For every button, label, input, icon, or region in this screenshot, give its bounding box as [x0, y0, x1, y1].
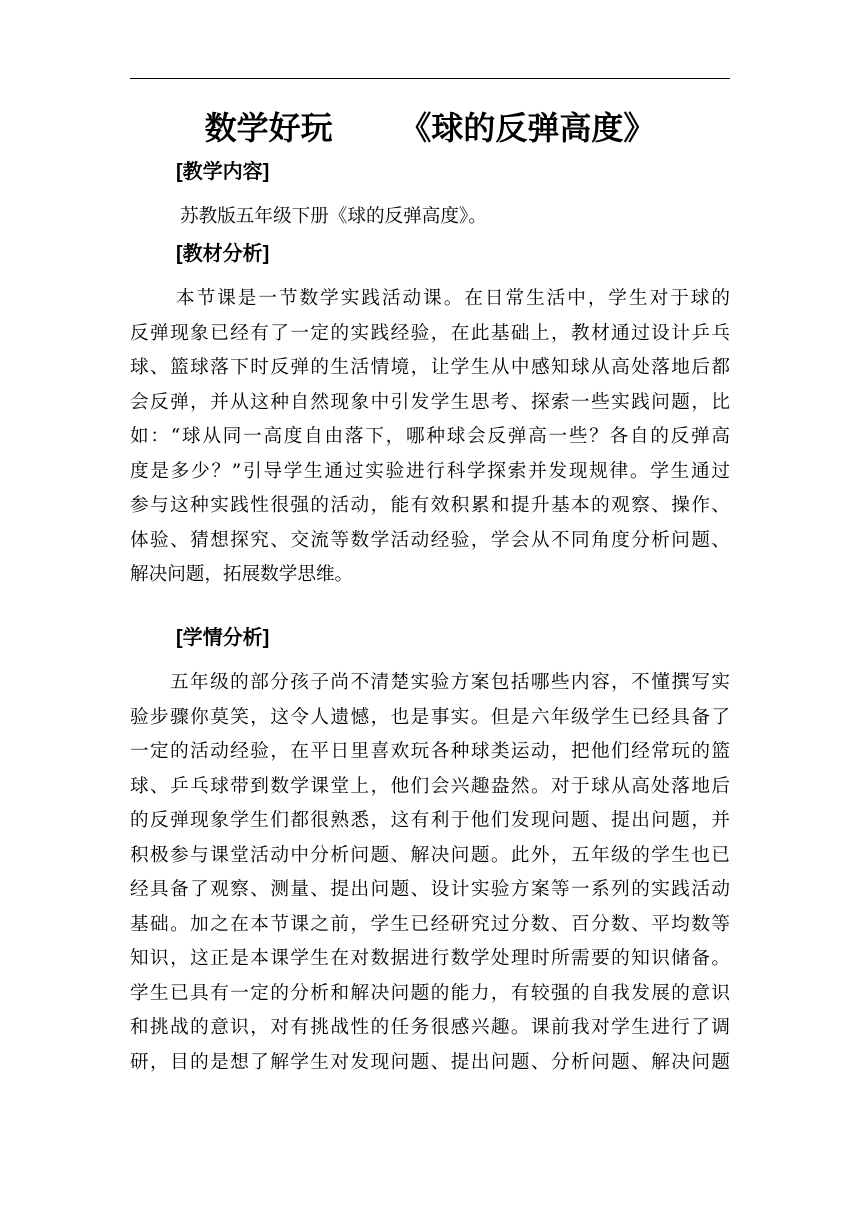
- paragraph-line: 度是多少？”引导学生通过实验进行科学探索并发现规律。学生通过: [130, 460, 730, 482]
- paragraph-line: 基础。加之在本节课之前，学生已经研究过分数、百分数、平均数等: [130, 913, 730, 935]
- section-heading-textbook-analysis: [教材分析]: [176, 243, 270, 265]
- header-rule: [130, 78, 730, 79]
- paragraph-line: 会反弹，并从这种自然现象中引发学生思考、探索一些实践问题，比: [130, 391, 730, 413]
- paragraph-line: 反弹现象已经有了一定的实践经验，在此基础上，教材通过设计乒乓: [130, 322, 730, 344]
- section-heading-content: [教学内容]: [176, 161, 270, 183]
- paragraph-line: 研，目的是想了解学生对发现问题、提出问题、分析问题、解决问题: [130, 1051, 730, 1073]
- paragraph-line: 学生已具有一定的分析和解决问题的能力，有较强的自我发展的意识: [130, 982, 730, 1004]
- paragraph-line: 本节课是一节数学实践活动课。在日常生活中，学生对于球的: [176, 288, 730, 309]
- paragraph-line: 体验、猜想探究、交流等数学活动经验，学会从不同角度分析问题、: [130, 529, 730, 551]
- paragraph-line: 的反弹现象学生们都很熟悉，这有利于他们发现问题、提出问题，并: [130, 810, 730, 831]
- section-content-paragraph: [130, 200, 730, 235]
- paragraph-line: 积极参与课堂活动中分析问题、解决问题。此外，五年级的学生也已: [130, 844, 730, 866]
- paragraph-line: 验步骤你莫笑，这令人遗憾，也是事实。但是六年级学生已经具备了: [130, 706, 730, 728]
- paragraph-line: 如：“球从同一高度自由落下，哪种球会反弹高一些？各自的反弹高: [130, 426, 730, 447]
- paragraph-line: 一定的活动经验，在平日里喜欢玩各种球类运动，把他们经常玩的篮: [130, 741, 730, 762]
- paragraph-line: 和挑战的意识，对有挑战性的任务很感兴趣。课前我对学生进行了调: [130, 1017, 730, 1038]
- paragraph-line: 知识，这正是本课学生在对数据进行数学处理时所需要的知识储备。: [130, 948, 730, 969]
- paragraph-line: 球、篮球落下时反弹的生活情境，让学生从中感知球从高处落地后都: [130, 357, 730, 378]
- paragraph-line: 球、乒乓球带到数学课堂上，他们会兴趣盎然。对于球从高处落地后: [130, 775, 730, 797]
- paragraph-line: 苏教版五年级下册《球的反弹高度》。: [180, 206, 487, 227]
- paragraph-line: 解决问题，拓展数学思维。: [130, 564, 354, 585]
- section-student-analysis-paragraph: [130, 666, 730, 1080]
- section-textbook-analysis-paragraph: [130, 282, 730, 593]
- paragraph-line: 经具备了观察、测量、提出问题、设计实验方案等一系列的实践活动: [130, 879, 730, 900]
- paragraph-line: 五年级的部分孩子尚不清楚实验方案包括哪些内容，不懂撰写实: [170, 672, 730, 693]
- paragraph-line: 参与这种实践性很强的活动，能有效积累和提升基本的观察、操作、: [130, 495, 730, 516]
- page-title: 数学好玩 《球的反弹高度》: [204, 109, 656, 147]
- section-heading-student-analysis: [学情分析]: [176, 627, 270, 649]
